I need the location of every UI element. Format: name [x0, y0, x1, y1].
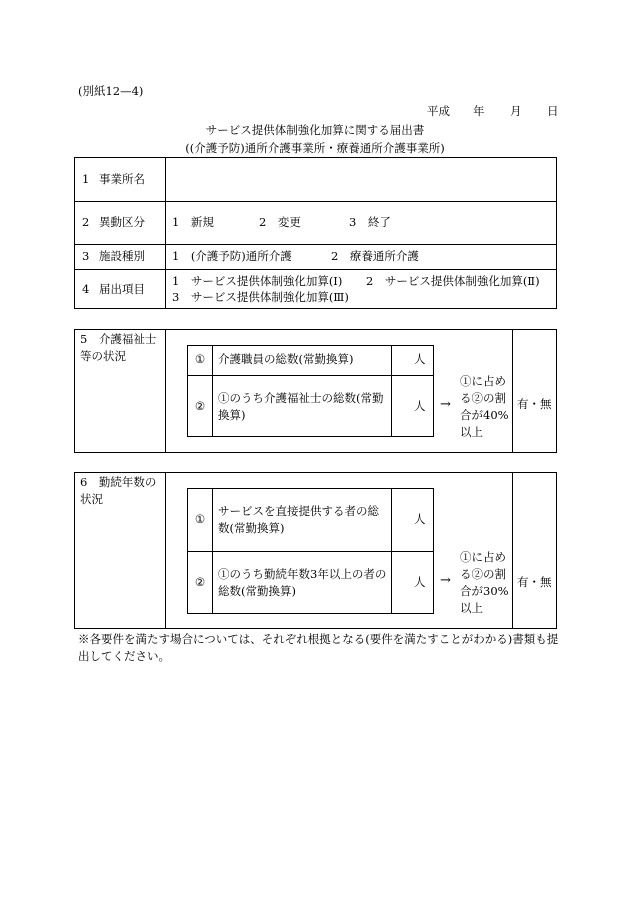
section6-row2-mark: ②	[194, 575, 206, 589]
facility-type-medical-day-care[interactable]: 2 療養通所介護	[331, 249, 419, 263]
section6-label: 6 勤続年数の状況	[80, 475, 157, 506]
section6-row1-mark: ①	[194, 512, 206, 526]
notification-item-2[interactable]: 2 サービス提供体制強化加算(Ⅱ)	[366, 274, 540, 288]
footnote: ※各要件を満たす場合については、それぞれ根拠となる(要件を満たすことがわかる)書類も提出してください。	[78, 632, 559, 663]
notification-item-1[interactable]: 1 サービス提供体制強化加算(Ⅰ)	[172, 274, 343, 288]
row2-number: 2	[82, 215, 90, 229]
row1-label: 事業所名	[99, 172, 145, 186]
section5-row2-text: ①のうち介護福祉士の総数(常勤換算)	[218, 391, 384, 422]
section5-result[interactable]: 有・無	[517, 397, 552, 411]
section5-arrow-icon: →	[440, 397, 451, 412]
section5-row1-mark: ①	[194, 352, 206, 366]
date-era: 平成	[427, 104, 450, 118]
section5-row1-text: 介護職員の総数(常勤換算)	[218, 352, 354, 366]
notification-item-3[interactable]: 3 サービス提供体制強化加算(Ⅲ)	[172, 290, 349, 304]
date-day: 日	[547, 104, 559, 118]
section6-row2-text: ①のうち勤続年数3年以上の者の総数(常勤換算)	[218, 567, 387, 598]
change-type-end[interactable]: 3 終了	[349, 215, 391, 229]
section5-label: 5 介護福祉士等の状況	[80, 332, 157, 363]
section6-ratio-condition: ①に占める②の割合が30%以上	[460, 550, 509, 615]
office-name-field[interactable]	[166, 158, 556, 200]
row4-number: 4	[82, 282, 90, 296]
row3-label: 施設種別	[99, 249, 145, 263]
section5-ratio-condition: ①に占める②の割合が40%以上	[460, 374, 509, 439]
section6-row1-unit[interactable]: 人	[414, 512, 426, 526]
row2-label: 異動区分	[99, 215, 145, 229]
date-month: 月	[510, 104, 522, 118]
form-title: サービス提供体制強化加算に関する届出書	[205, 123, 425, 137]
section5-row2-unit[interactable]: 人	[414, 399, 426, 413]
row3-number: 3	[82, 249, 90, 263]
date-year: 年	[473, 104, 485, 118]
section6-arrow-icon: →	[440, 573, 451, 588]
facility-type-day-care[interactable]: 1 (介護予防)通所介護	[172, 249, 292, 263]
section6-row2-unit[interactable]: 人	[414, 575, 426, 589]
section6-row1-text: サービスを直接提供する者の総数(常勤換算)	[218, 504, 379, 535]
change-type-change[interactable]: 2 変更	[259, 215, 301, 229]
change-type-new[interactable]: 1 新規	[172, 215, 214, 229]
section5-row1-unit[interactable]: 人	[414, 352, 426, 366]
form-reference: (別紙12—4)	[78, 84, 144, 98]
form-subtitle: ((介護予防)通所介護事業所・療養通所介護事業所)	[185, 141, 445, 155]
section5-row2-mark: ②	[194, 399, 206, 413]
row4-label: 届出項目	[99, 282, 145, 296]
row1-number: 1	[82, 172, 90, 186]
section6-result[interactable]: 有・無	[517, 575, 552, 589]
